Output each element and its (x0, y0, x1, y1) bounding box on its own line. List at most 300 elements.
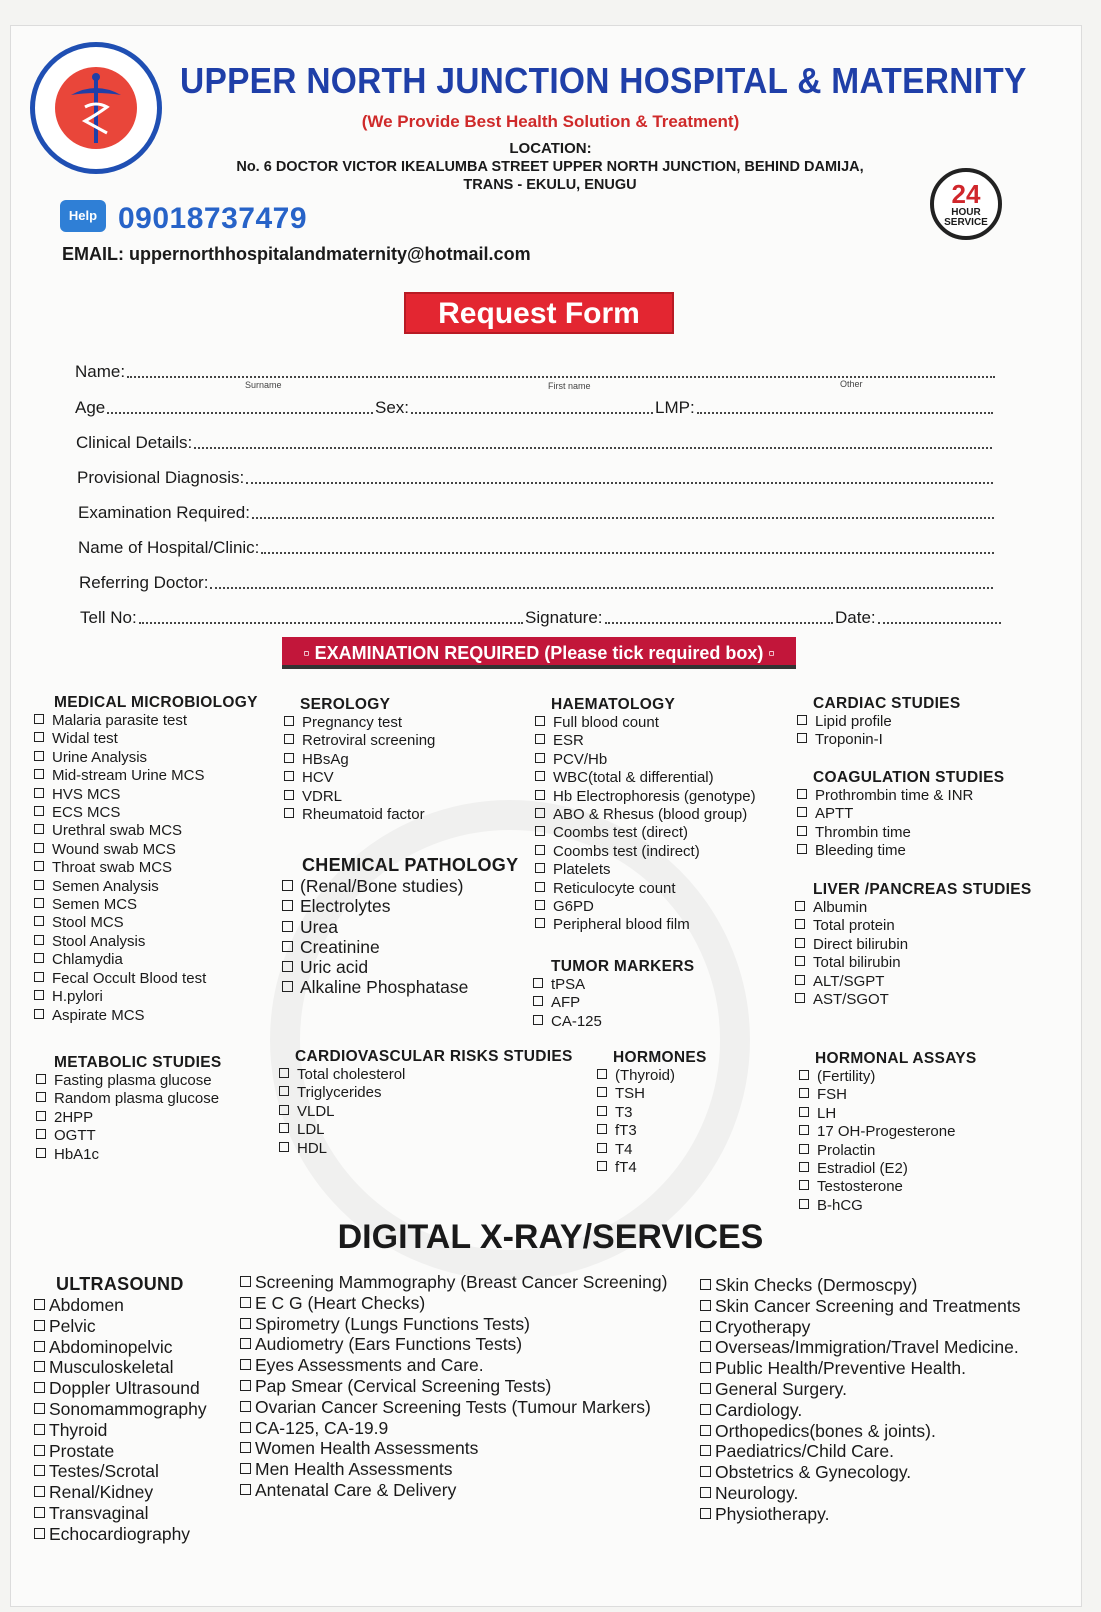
checkbox[interactable] (282, 880, 293, 891)
checklist-item-label: Chlamydia (52, 951, 123, 969)
signature-line[interactable] (605, 622, 834, 624)
lmp-field[interactable] (655, 396, 995, 418)
checkbox[interactable] (795, 901, 805, 911)
checkbox[interactable] (34, 972, 44, 982)
checkbox[interactable] (597, 1106, 607, 1116)
checkbox[interactable] (799, 1107, 809, 1117)
checklist (34, 712, 258, 1025)
checklist-item[interactable] (34, 914, 258, 932)
checklist-item[interactable] (597, 1122, 707, 1140)
checkbox[interactable] (533, 978, 543, 988)
checkbox[interactable] (36, 1148, 46, 1158)
checkbox[interactable] (240, 1338, 251, 1349)
age-line[interactable] (107, 412, 373, 414)
checkbox[interactable] (34, 824, 44, 834)
checklist-item[interactable] (700, 1483, 1020, 1504)
checkbox[interactable] (799, 1180, 809, 1190)
checkbox[interactable] (34, 1341, 45, 1352)
checklist-item[interactable] (799, 1123, 977, 1141)
checklist-item[interactable] (34, 933, 258, 951)
checklist-item[interactable] (36, 1090, 222, 1108)
checklist-item[interactable] (797, 842, 1004, 860)
checklist-item[interactable] (279, 1140, 573, 1158)
tel-label: Tell No: (80, 608, 137, 627)
checkbox[interactable] (240, 1422, 251, 1433)
checkbox[interactable] (795, 938, 805, 948)
checkbox[interactable] (700, 1300, 711, 1311)
checkbox[interactable] (34, 953, 44, 963)
checkbox[interactable] (700, 1466, 711, 1477)
checkbox[interactable] (799, 1125, 809, 1135)
checklist-item[interactable] (34, 970, 258, 988)
checklist-item[interactable] (34, 1007, 258, 1025)
checklist-item-label: Thyroid (49, 1419, 108, 1440)
checkbox[interactable] (279, 1105, 289, 1115)
tel-field[interactable] (80, 606, 525, 628)
checklist-item[interactable] (597, 1067, 707, 1085)
checkbox[interactable] (795, 956, 805, 966)
lmp-line[interactable] (697, 412, 993, 414)
checklist-item[interactable] (34, 1482, 207, 1503)
checklist-item[interactable] (533, 976, 694, 994)
signature-field[interactable] (525, 606, 835, 628)
checklist-item[interactable] (282, 977, 518, 997)
checkbox[interactable] (34, 1361, 45, 1372)
checklist-item-label: Testes/Scrotal (49, 1461, 159, 1482)
checklist-item[interactable] (34, 767, 258, 785)
checkbox[interactable] (240, 1442, 251, 1453)
sex-field[interactable] (375, 396, 655, 418)
checklist-item[interactable] (34, 822, 258, 840)
checklist-item[interactable] (284, 769, 435, 787)
checkbox[interactable] (535, 790, 545, 800)
checkbox[interactable] (535, 771, 545, 781)
checkbox[interactable] (34, 1507, 45, 1518)
checklist-item-label: ABO & Rhesus (blood group) (553, 806, 748, 824)
checklist-item-label: tPSA (551, 976, 586, 993)
checklist-item[interactable] (34, 1420, 207, 1441)
surname-hint: Surname (245, 380, 282, 390)
checkbox[interactable] (240, 1359, 251, 1370)
checklist-item[interactable] (797, 713, 960, 731)
checklist-item[interactable] (240, 1355, 667, 1376)
checklist-item[interactable] (34, 1524, 207, 1545)
checkbox[interactable] (240, 1276, 251, 1287)
checkbox[interactable] (535, 826, 545, 836)
checklist-item-label: Fecal Occult Blood test (52, 969, 207, 987)
checkbox[interactable] (799, 1070, 809, 1080)
checklist-item[interactable] (700, 1462, 1020, 1483)
checkbox[interactable] (535, 918, 545, 928)
checklist-item-label: Neurology. (715, 1482, 799, 1503)
checklist-item-label: (Renal/Bone studies) (300, 876, 464, 896)
checklist-item-label: APTT (815, 805, 854, 823)
tel-line[interactable] (139, 622, 523, 624)
checkbox[interactable] (34, 935, 44, 945)
checkbox[interactable] (535, 753, 545, 763)
checklist-item[interactable] (240, 1480, 667, 1501)
checklist-item-label: Estradiol (E2) (817, 1160, 908, 1178)
checklist-item[interactable] (535, 824, 756, 842)
checkbox[interactable] (34, 916, 44, 926)
checklist-item[interactable] (535, 861, 756, 879)
checkbox[interactable] (284, 753, 294, 763)
chemical-section (302, 855, 518, 998)
cardiovascular-section (295, 1048, 573, 1158)
name-line[interactable] (127, 376, 995, 378)
checklist-item[interactable] (533, 994, 694, 1012)
checklist-item[interactable] (34, 786, 258, 804)
checkbox[interactable] (282, 921, 293, 932)
checklist-item[interactable] (797, 787, 1004, 805)
age-field[interactable] (75, 396, 375, 418)
checklist-item-label: ALT/SGPT (813, 972, 885, 990)
checkbox[interactable] (597, 1143, 607, 1153)
coagulation-section (813, 769, 1004, 861)
checklist-item[interactable] (34, 712, 258, 730)
examination-field[interactable] (78, 501, 996, 523)
checkbox[interactable] (282, 941, 293, 952)
checkbox[interactable] (279, 1068, 289, 1078)
clinical-line[interactable] (194, 447, 992, 449)
checkbox[interactable] (34, 898, 44, 908)
date-label: Date: (835, 608, 876, 627)
checklist-item[interactable] (533, 1013, 694, 1031)
checklist-item[interactable] (284, 714, 435, 732)
checkbox[interactable] (34, 1465, 45, 1476)
checklist-item[interactable] (34, 804, 258, 822)
date-field[interactable] (835, 606, 1003, 628)
checklist-item-label: VDRL (302, 787, 343, 805)
checkbox[interactable] (799, 1199, 809, 1209)
checkbox[interactable] (700, 1279, 711, 1290)
checklist-item-label: Pelvic (49, 1315, 96, 1336)
checklist-item-label: Wound swab MCS (52, 840, 176, 858)
checkbox[interactable] (797, 789, 807, 799)
checkbox[interactable] (282, 961, 293, 972)
checkbox[interactable] (597, 1124, 607, 1134)
checkbox[interactable] (34, 880, 44, 890)
checklist-item[interactable] (34, 1503, 207, 1524)
hospital-field[interactable] (78, 536, 996, 558)
checklist-item[interactable] (799, 1160, 977, 1178)
doctor-line[interactable] (210, 587, 993, 589)
checklist-item[interactable] (799, 1142, 977, 1160)
checklist-item[interactable] (535, 916, 756, 934)
checkbox[interactable] (34, 769, 44, 779)
clinical-details-field[interactable] (76, 431, 994, 453)
checklist-item[interactable] (34, 1357, 207, 1378)
checklist-item[interactable] (282, 917, 518, 937)
checkbox[interactable] (535, 734, 545, 744)
checklist-item-label: H.pylori (52, 988, 103, 1006)
checkbox[interactable] (284, 808, 294, 818)
checklist-item[interactable] (797, 731, 960, 749)
checklist-item[interactable] (797, 824, 1004, 842)
checklist-item-label: Eyes Assessments and Care. (255, 1355, 484, 1376)
checklist-item-label: Full blood count (553, 714, 659, 731)
checklist-item-label: HBsAg (302, 750, 349, 768)
checklist-item[interactable] (240, 1272, 667, 1293)
checkbox[interactable] (36, 1129, 46, 1139)
checkbox[interactable] (795, 919, 805, 929)
checkbox[interactable] (240, 1401, 251, 1412)
checklist-item[interactable] (284, 788, 435, 806)
checkbox[interactable] (535, 863, 545, 873)
checklist-item-label: Overseas/Immigration/Travel Medicine. (715, 1337, 1019, 1358)
checklist-item[interactable] (34, 1295, 207, 1316)
checklist-item-label: Widal test (52, 730, 118, 748)
checklist-item-label: Men Health Assessments (255, 1459, 453, 1480)
checklist-item[interactable] (34, 951, 258, 969)
checkbox[interactable] (36, 1092, 46, 1102)
checklist-item[interactable] (34, 878, 258, 896)
checkbox[interactable] (34, 714, 44, 724)
checkbox[interactable] (240, 1318, 251, 1329)
checklist-item[interactable] (700, 1400, 1020, 1421)
signature-label: Signature: (525, 608, 603, 627)
checklist-item[interactable] (795, 899, 1031, 917)
checkbox[interactable] (799, 1144, 809, 1154)
checkbox[interactable] (533, 996, 543, 1006)
checklist-item[interactable] (700, 1358, 1020, 1379)
checkbox[interactable] (535, 845, 545, 855)
hospital-line[interactable] (261, 552, 994, 554)
checkbox[interactable] (36, 1074, 46, 1084)
checklist-item[interactable] (597, 1104, 707, 1122)
checkbox[interactable] (700, 1445, 711, 1456)
checklist-item[interactable] (240, 1293, 667, 1314)
checkbox[interactable] (34, 751, 44, 761)
checklist-item[interactable] (700, 1421, 1020, 1442)
checkbox[interactable] (34, 1009, 44, 1019)
checklist-item[interactable] (34, 1441, 207, 1462)
checklist-item[interactable] (797, 805, 1004, 823)
checkbox[interactable] (597, 1069, 607, 1079)
section-title: MEDICAL MICROBIOLOGY (54, 694, 258, 711)
checklist-item[interactable] (282, 957, 518, 977)
checklist-item[interactable] (535, 769, 756, 787)
checkbox[interactable] (34, 1320, 45, 1331)
doctor-field[interactable] (79, 571, 995, 593)
checkbox[interactable] (34, 1486, 45, 1497)
checklist-item[interactable] (240, 1459, 667, 1480)
checkbox[interactable] (36, 1111, 46, 1121)
checklist-item[interactable] (240, 1334, 667, 1355)
checkbox[interactable] (282, 900, 293, 911)
checklist-item[interactable] (799, 1197, 977, 1215)
checklist-item[interactable] (535, 714, 756, 732)
checklist-item[interactable] (597, 1159, 707, 1177)
checklist-item[interactable] (36, 1127, 222, 1145)
checklist-item[interactable] (240, 1418, 667, 1439)
checkbox[interactable] (535, 900, 545, 910)
badge-text: HOUR SERVICE (944, 207, 988, 228)
checkbox[interactable] (284, 771, 294, 781)
checkbox[interactable] (700, 1341, 711, 1352)
checklist-item[interactable] (34, 1337, 207, 1358)
checkbox[interactable] (797, 826, 807, 836)
checkbox[interactable] (797, 807, 807, 817)
checkbox[interactable] (597, 1087, 607, 1097)
checklist-item[interactable] (700, 1275, 1020, 1296)
checklist-item[interactable] (700, 1317, 1020, 1338)
checkbox[interactable] (797, 715, 807, 725)
checklist-item[interactable] (34, 730, 258, 748)
checklist-item[interactable] (240, 1314, 667, 1335)
checkbox[interactable] (795, 975, 805, 985)
checklist-item[interactable] (34, 896, 258, 914)
checklist-item[interactable] (240, 1376, 667, 1397)
checklist-item[interactable] (535, 898, 756, 916)
checklist-item[interactable] (36, 1109, 222, 1127)
checkbox[interactable] (597, 1161, 607, 1171)
checklist-item-label: Hb Electrophoresis (genotype) (553, 787, 756, 805)
checklist-item[interactable] (34, 749, 258, 767)
checkbox[interactable] (700, 1383, 711, 1394)
checklist-item[interactable] (240, 1397, 667, 1418)
checklist-item[interactable] (597, 1141, 707, 1159)
checkbox[interactable] (799, 1162, 809, 1172)
checklist-item[interactable] (34, 988, 258, 1006)
checkbox[interactable] (34, 788, 44, 798)
checklist-item[interactable] (282, 937, 518, 957)
checkbox[interactable] (700, 1404, 711, 1415)
checkbox[interactable] (34, 861, 44, 871)
checkbox[interactable] (240, 1380, 251, 1391)
checklist-item[interactable] (279, 1066, 573, 1084)
checklist-item-label: T4 (615, 1140, 633, 1158)
checkbox[interactable] (34, 843, 44, 853)
checkbox[interactable] (279, 1123, 289, 1133)
checkbox[interactable] (34, 732, 44, 742)
checkbox[interactable] (34, 990, 44, 1000)
exam-line[interactable] (252, 517, 994, 519)
checkbox[interactable] (34, 806, 44, 816)
checkbox[interactable] (34, 1299, 45, 1310)
checklist-item[interactable] (282, 876, 518, 896)
checklist-item[interactable] (799, 1068, 977, 1086)
checklist-item[interactable] (240, 1438, 667, 1459)
checklist-item[interactable] (34, 841, 258, 859)
checklist-item[interactable] (795, 973, 1031, 991)
checkbox[interactable] (279, 1086, 289, 1096)
checklist-item[interactable] (799, 1105, 977, 1123)
checklist-item[interactable] (597, 1085, 707, 1103)
checklist-item[interactable] (700, 1441, 1020, 1462)
microbiology-section (54, 694, 258, 1025)
checklist-item[interactable] (34, 1316, 207, 1337)
checkbox[interactable] (700, 1487, 711, 1498)
checklist (799, 1068, 977, 1215)
checklist-item[interactable] (34, 1378, 207, 1399)
checkbox[interactable] (34, 1445, 45, 1456)
checklist-item[interactable] (34, 859, 258, 877)
checkbox[interactable] (279, 1142, 289, 1152)
checkbox[interactable] (700, 1425, 711, 1436)
checkbox[interactable] (240, 1297, 251, 1308)
checklist-item[interactable] (535, 751, 756, 769)
checklist-item[interactable] (535, 732, 756, 750)
checkbox[interactable] (795, 993, 805, 1003)
checklist-item[interactable] (795, 954, 1031, 972)
checklist-item[interactable] (34, 1461, 207, 1482)
checklist-item[interactable] (34, 1399, 207, 1420)
checklist-item[interactable] (279, 1084, 573, 1102)
section-title: HORMONES (613, 1049, 707, 1066)
checklist-item[interactable] (799, 1178, 977, 1196)
checkbox[interactable] (34, 1382, 45, 1393)
checklist-item[interactable] (535, 843, 756, 861)
checklist-item-label: Bleeding time (815, 842, 906, 860)
checklist-item-label: Abdominopelvic (49, 1336, 173, 1357)
checklist-item[interactable] (284, 806, 435, 824)
checkbox[interactable] (535, 808, 545, 818)
checklist-item-label: Cardiology. (715, 1399, 803, 1420)
checkbox[interactable] (799, 1088, 809, 1098)
checklist-item[interactable] (282, 896, 518, 916)
checklist-item[interactable] (279, 1121, 573, 1139)
checklist (700, 1275, 1020, 1525)
checklist-item-label: Transvaginal (49, 1502, 149, 1523)
checkbox[interactable] (284, 734, 294, 744)
checklist-item[interactable] (535, 806, 756, 824)
checklist-item-label: B-hCG (817, 1196, 863, 1214)
checkbox[interactable] (797, 733, 807, 743)
checklist-item-label: Mid-stream Urine MCS (52, 767, 205, 785)
checklist-item[interactable] (36, 1146, 222, 1164)
checklist-item[interactable] (795, 917, 1031, 935)
checklist-item[interactable] (284, 751, 435, 769)
checkbox[interactable] (535, 716, 545, 726)
checkbox[interactable] (700, 1508, 711, 1519)
checklist-item-label: Doppler Ultrasound (49, 1378, 200, 1399)
sex-line[interactable] (411, 412, 653, 414)
checklist-item[interactable] (535, 880, 756, 898)
checklist-item[interactable] (535, 788, 756, 806)
date-line[interactable] (878, 622, 1001, 624)
checklist-item[interactable] (795, 936, 1031, 954)
checklist-item[interactable] (284, 732, 435, 750)
checkbox[interactable] (240, 1484, 251, 1495)
checkbox[interactable] (34, 1424, 45, 1435)
checklist-item[interactable] (700, 1379, 1020, 1400)
checklist-item[interactable] (700, 1504, 1020, 1525)
section-title: HORMONAL ASSAYS (815, 1050, 977, 1067)
checkbox[interactable] (535, 882, 545, 892)
checkbox[interactable] (284, 716, 294, 726)
checklist-item[interactable] (700, 1337, 1020, 1358)
checkbox[interactable] (34, 1403, 45, 1414)
diagnosis-field[interactable] (77, 466, 995, 488)
checkbox[interactable] (533, 1015, 543, 1025)
checkbox[interactable] (700, 1321, 711, 1332)
checklist-item[interactable] (279, 1103, 573, 1121)
checkbox[interactable] (284, 790, 294, 800)
checklist-item-label: Prostate (49, 1440, 115, 1461)
checkbox[interactable] (797, 844, 807, 854)
checkbox[interactable] (282, 981, 293, 992)
checkbox[interactable] (240, 1463, 251, 1474)
checklist-item[interactable] (799, 1086, 977, 1104)
checklist-item[interactable] (795, 991, 1031, 1009)
diagnosis-line[interactable] (246, 482, 993, 484)
checklist-item[interactable] (36, 1072, 222, 1090)
checklist-item[interactable] (700, 1296, 1020, 1317)
checkbox[interactable] (34, 1528, 45, 1539)
checklist-item-label: Audiometry (Ears Functions Tests) (255, 1334, 523, 1355)
checkbox[interactable] (700, 1362, 711, 1373)
